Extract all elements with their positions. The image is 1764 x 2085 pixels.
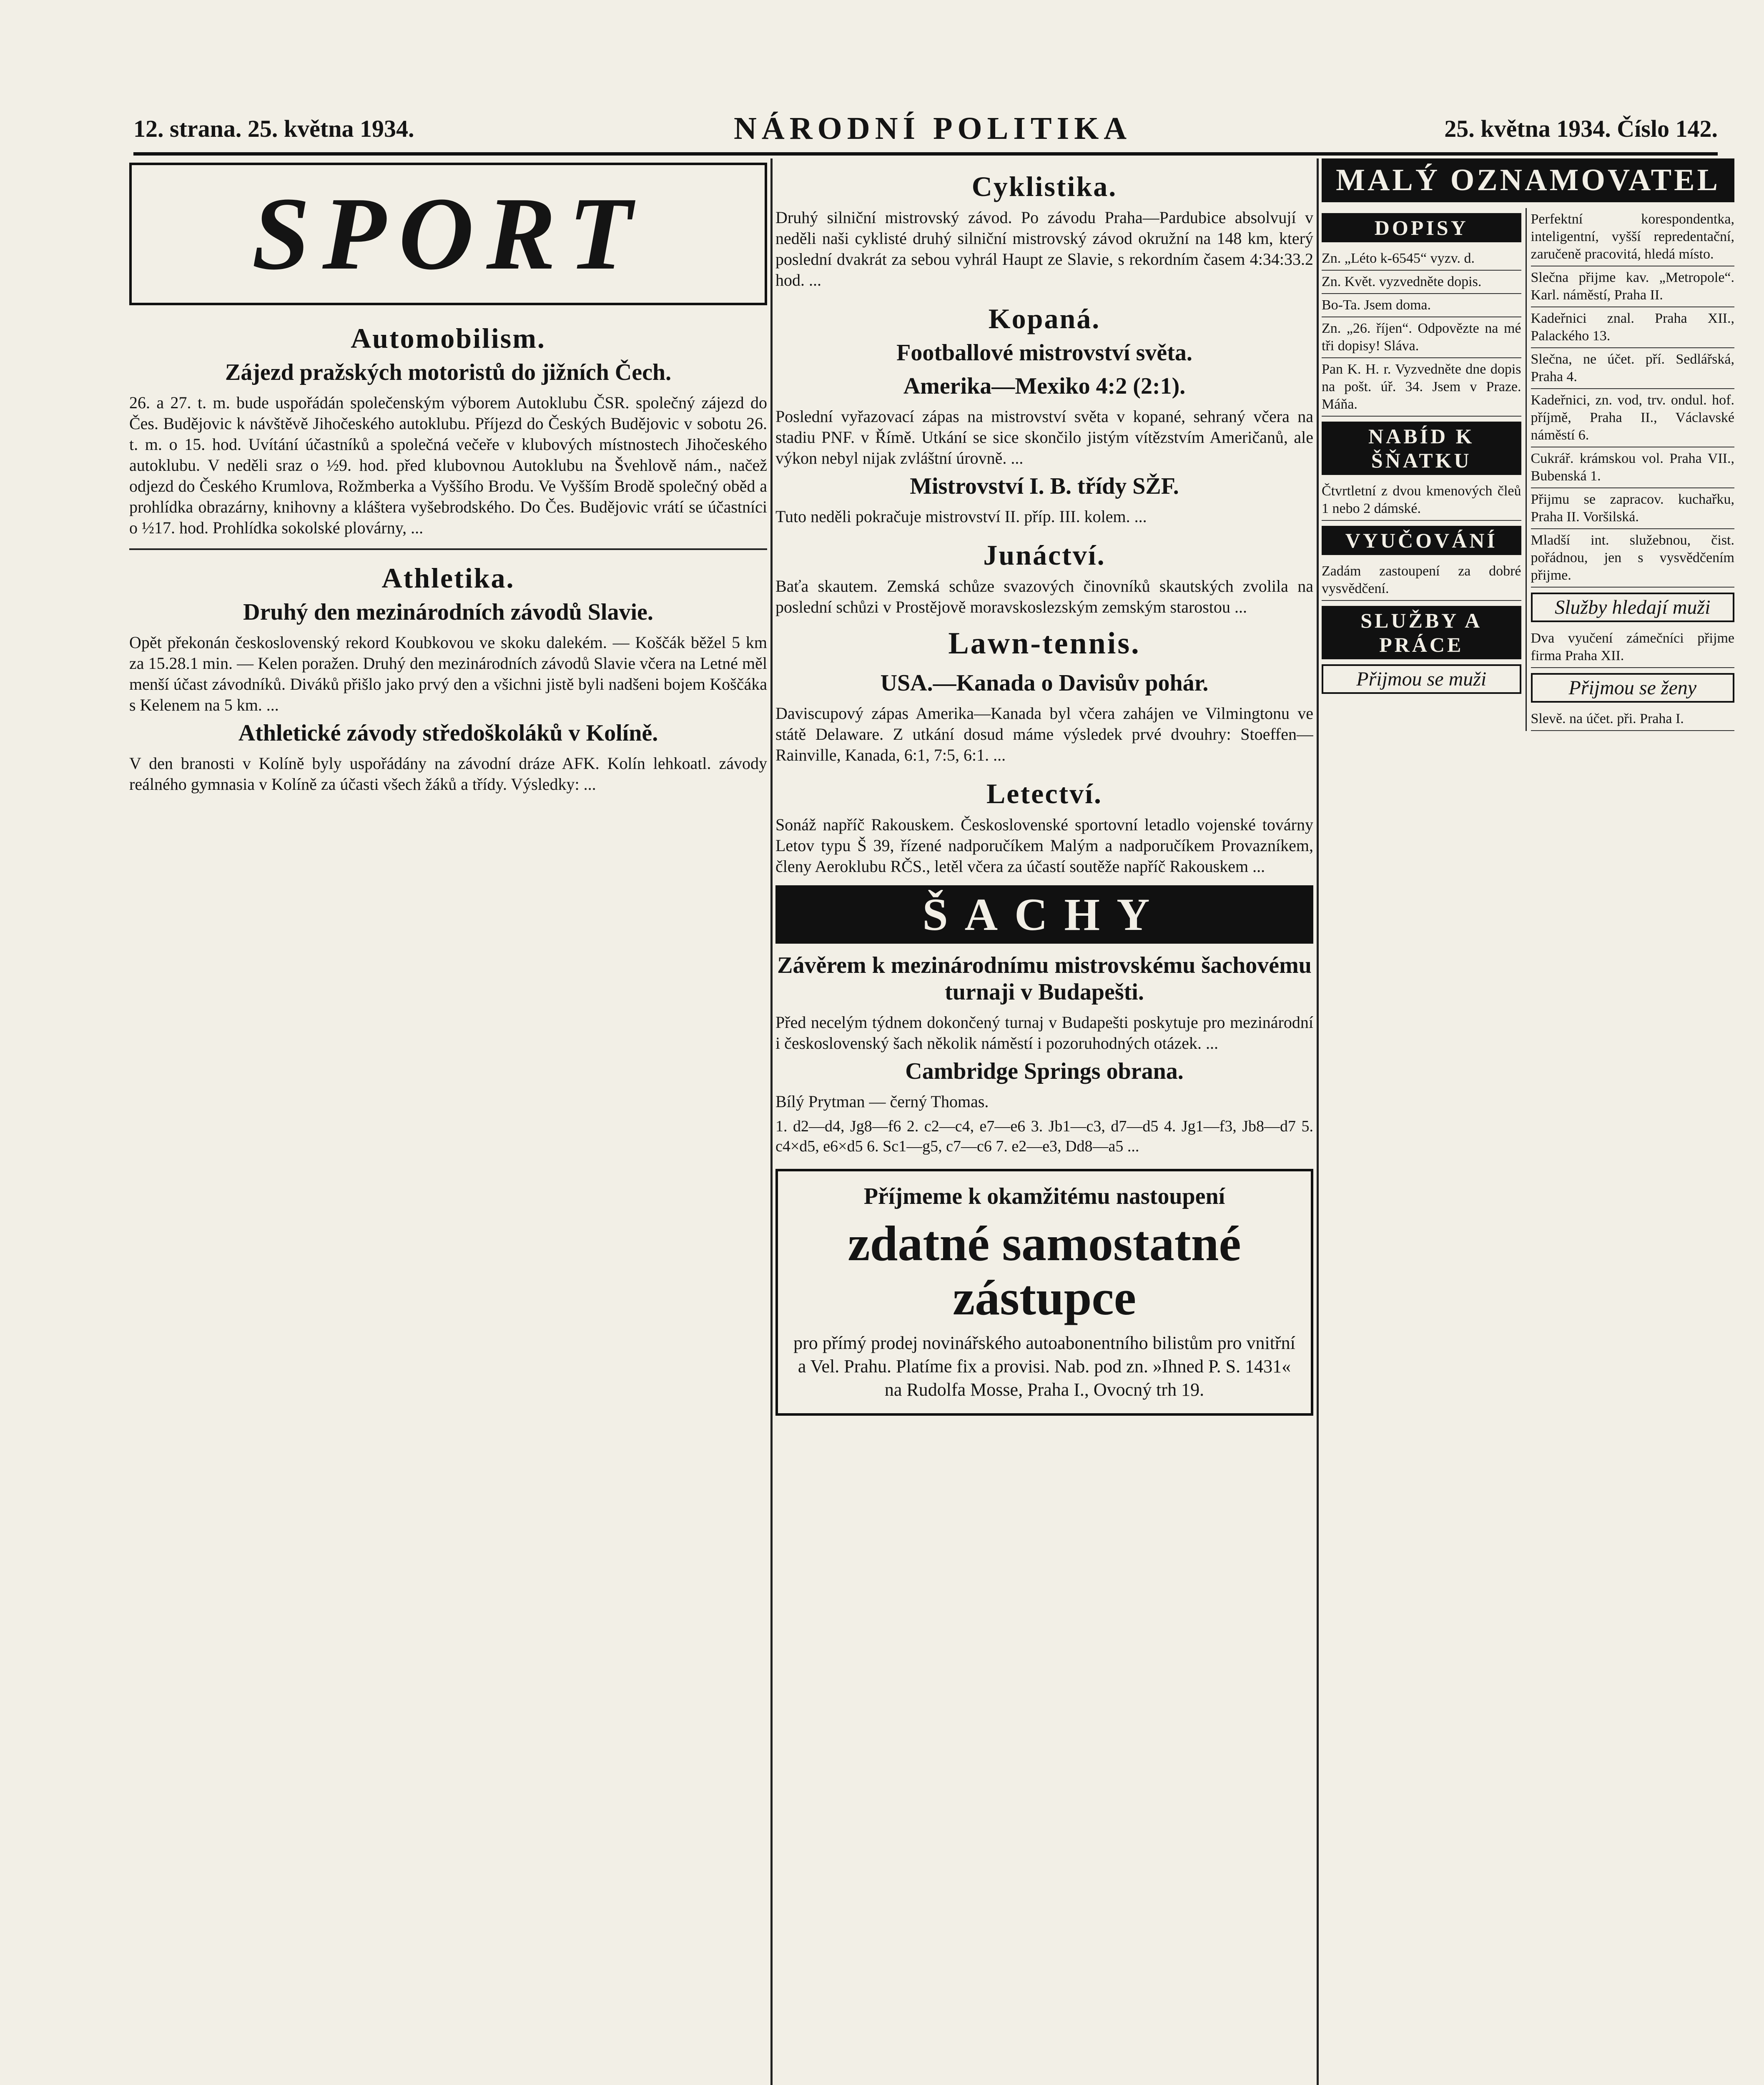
category-heading: NABÍD K ŠŇATKU bbox=[1322, 422, 1521, 475]
classified-ad: Zadám zastoupení za dobré vysvědčení. bbox=[1322, 560, 1521, 601]
classified-ad: Čtvrtletní z dvou kmenových čleů 1 nebo 2 dámské. bbox=[1322, 480, 1521, 521]
classified-ad: Zn. „Léto k-6545“ vyzv. d. bbox=[1322, 247, 1521, 271]
ad-headline: zdatné samostatné zástupce bbox=[848, 1216, 1241, 1325]
classified-ad: Zn. „26. říjen“. Odpovězte na mé tři dopisy! Sláva. bbox=[1322, 317, 1521, 358]
section-heading-letectvi: Letectví. bbox=[986, 778, 1103, 809]
chess-players: Bílý Prytman — černý Thomas. bbox=[775, 1092, 989, 1111]
sport-column-left bbox=[129, 158, 767, 2085]
section-heading-junactvi: Junáctví. bbox=[983, 539, 1106, 571]
classified-right bbox=[1527, 208, 1734, 731]
issue-date-number: 25. května 1934. Číslo 142. bbox=[1444, 115, 1718, 142]
article-body: Tuto neděli pokračuje mistrovství II. příp. III. kolem. ... bbox=[775, 507, 1147, 526]
article-heading: Athletické závody středoškoláků v Kolíně. bbox=[238, 720, 658, 746]
masthead bbox=[133, 106, 1718, 156]
sport-banner: SPORT bbox=[129, 163, 767, 305]
article-body: Druhý silniční mistrovský závod. Po závodu Praha—Pardubice absolvují v neděli naši cyklisté druhý silniční mistrovský závod okružní na 148 km, který poslední dvakrát za sebou vyhrál Haupt ze Slavie, s rekordním časem 4:34:33.2 hod. ... bbox=[775, 208, 1313, 289]
chess-opening-title: Cambridge Springs obrana. bbox=[905, 1058, 1184, 1084]
classified-ad: Perfektní korespondentka, inteligentní, vyšší repredentační, zaručeně pracovitá, hledá místo. bbox=[1531, 208, 1734, 266]
subcategory-heading: Služby hledají muži bbox=[1531, 593, 1734, 622]
classified-column bbox=[1322, 158, 1734, 2085]
article-body: Opět překonán československý rekord Koubkovou ve skoku dalekém. — Koščák běžel 5 km za 15.28.1 min. — Kelen poražen. Druhý den mezinárodních závodů Slavie včera na Letné měl menší účast závodníků. Diváků přišlo jako prvý den a všichni jistě byli nadšeni bojem Koščáka s Kelenem na 5 km. ... bbox=[129, 633, 767, 714]
classified-ad: Kadeřnici znal. Praha XII., Palackého 13. bbox=[1531, 307, 1734, 348]
article-body: Poslední vyřazovací zápas na mistrovství světa v kopané, sehraný včera na stadiu PNF. v Římě. Utkání se sice skončilo jistým vítězstvím Američanů, ale výkon nebyl nijak zvláštní úrovně. ... bbox=[775, 407, 1313, 467]
classified-header: MALÝ OZNAMOVATEL bbox=[1322, 158, 1734, 202]
newspaper-title: NÁRODNÍ POLITIKA bbox=[734, 111, 1132, 146]
section-heading-athletika: Athletika. bbox=[381, 562, 515, 594]
subcategory-heading: Přijmou se ženy bbox=[1531, 673, 1734, 703]
article-body: Před necelým týdnem dokončený turnaj v Budapešti poskytuje pro mezinárodní i československý šach několik náměstí i pozoruhodných otázek. ... bbox=[775, 1013, 1313, 1053]
classified-ad: Přijmu se zapracov. kuchařku, Praha II. Voršilská. bbox=[1531, 488, 1734, 529]
classified-ad: Slečna přijme kav. „Metropole“. Karl. náměstí, Praha II. bbox=[1531, 266, 1734, 307]
article-heading: Mistrovství I. B. třídy SŽF. bbox=[910, 473, 1179, 499]
section-heading-lawn-tennis: Lawn-tennis. bbox=[948, 626, 1141, 661]
ad-body: pro přímý prodej novinářského autoabonentního bilistům pro vnitřní a Vel. Prahu. Platíme fix a provisi. Nab. pod zn. »Ihned P. S. 1431« na Rudolfa Mosse, Praha I., Ovocný trh 19. bbox=[793, 1333, 1295, 1400]
article-body: Sonáž napříč Rakouskem. Československé sportovní letadlo vojenské továrny Letov typu Š 39, řízené nadporučíkem Malým a nadporučíkem Provazníkem, členy Aeroklubu RČS., letěl včera za účastí soutěže napříč Rakouskem ... bbox=[775, 815, 1313, 876]
classified-ad: Bo-Ta. Jsem doma. bbox=[1322, 294, 1521, 317]
category-heading: VYUČOVÁNÍ bbox=[1322, 526, 1521, 555]
article-body: Baťa skautem. Zemská schůze svazových činovníků skautských zvolila na poslední schůzi v Prostějově moravskoslezským zemským starostou ... bbox=[775, 577, 1313, 616]
section-divider bbox=[129, 548, 767, 550]
article-heading: USA.—Kanada o Davisův pohár. bbox=[880, 670, 1209, 696]
classified-ad: Slečna, ne účet. pří. Sedlářská, Praha 4. bbox=[1531, 348, 1734, 389]
section-heading-automobilism: Automobilism. bbox=[351, 322, 546, 354]
classified-left bbox=[1322, 208, 1527, 731]
article-subheading: Amerika—Mexiko 4:2 (2:1). bbox=[903, 373, 1186, 399]
job-advertisement bbox=[775, 1169, 1313, 1416]
classified-ad: Dva vyučení zámečníci přijme firma Praha XII. bbox=[1531, 627, 1734, 668]
classified-ad: Cukrář. krámskou vol. Praha VII., Bubenská 1. bbox=[1531, 447, 1734, 488]
article-body: V den branosti v Kolíně byly uspořádány na závodní dráze AFK. Kolín lehkoatl. závody reálného gymnasia v Kolíně za účasti všech žáků a třídy. Výsledky: ... bbox=[129, 754, 767, 794]
classified-ad: Kadeřnici, zn. vod, trv. ondul. hof. příjmě, Praha II., Václavské náměstí 6. bbox=[1531, 389, 1734, 447]
article-body: 26. a 27. t. m. bude uspořádán společenským výborem Autoklubu ČSR. společný zájezd do Čes. Budějovic k návštěvě Jihočeského autoklubu. Příjezd do Českých Budějovic v sobotu 26. t. m. o 15. hod. Uvítání účastníků a společná večeře v klubových místnostech Jihočeského autoklubu. V neděli sraz o ½9. hod. před klubovnou Autoklubu na Švehlově nám., načež odjezd do Českého Krumlova, Rožmberka a Vyššího Brodu. Ve Vyšším Brodě společný oběd a prohlídka obrazárny, knihovny a kláštera vyšebrodského. Do Čes. Budějovic vrátí se účastníci o ½17. hod. Prohlídka sokolské plovárny, ... bbox=[129, 393, 767, 537]
page-number-date: 12. strana. 25. května 1934. bbox=[133, 115, 414, 142]
classified-ad: Slevě. na účet. při. Praha I. bbox=[1531, 708, 1734, 731]
column-divider bbox=[1317, 158, 1319, 2085]
article-heading: Footballové mistrovství světa. bbox=[896, 340, 1192, 366]
chess-game-notation: 1. d2—d4, Jg8—f6 2. c2—c4, e7—e6 3. Jb1—c3, d7—d5 4. Jg1—f3, Jb8—d7 5. c4×d5, e6×d5 6. Sc1—g5, c7—c6 7. e2—e3, Dd8—a5 ... bbox=[775, 1118, 1313, 1155]
article-heading: Druhý den mezinárodních závodů Slavie. bbox=[243, 599, 653, 625]
ad-line: Příjmeme k okamžitému nastoupení bbox=[863, 1183, 1225, 1209]
classified-ad: Zn. Květ. vyzvedněte dopis. bbox=[1322, 271, 1521, 294]
subcategory-heading: Přijmou se muži bbox=[1322, 664, 1521, 694]
sport-column-middle bbox=[775, 158, 1313, 2085]
category-heading: DOPISY bbox=[1322, 213, 1521, 242]
section-heading-kopana: Kopaná. bbox=[988, 303, 1101, 334]
article-heading: Zájezd pražských motoristů do jižních Čech. bbox=[225, 359, 672, 385]
classified-ad: Pan K. H. r. Vyzvedněte dne dopis na pošt. úř. 34. Jsem v Praze. Máňa. bbox=[1322, 358, 1521, 417]
article-heading: Závěrem k mezinárodnímu mistrovskému šachovému turnaji v Budapešti. bbox=[777, 952, 1312, 1005]
article-body: Daviscupový zápas Amerika—Kanada byl včera zahájen ve Vilmingtonu ve státě Delaware. Z utkání dosud máme výsledek prvé dvouhry: Stoeffen—Rainville, Kanada, 6:1, 7:5, 6:1. ... bbox=[775, 704, 1313, 764]
classified-ad: Mladší int. služebnou, čist. pořádnou, jen s vysvědčením přijme. bbox=[1531, 529, 1734, 588]
column-divider bbox=[770, 158, 773, 2085]
category-heading: SLUŽBY A PRÁCE bbox=[1322, 606, 1521, 659]
chess-banner: ŠACHY bbox=[775, 885, 1313, 944]
section-heading-cyklistika: Cyklistika. bbox=[971, 171, 1117, 202]
